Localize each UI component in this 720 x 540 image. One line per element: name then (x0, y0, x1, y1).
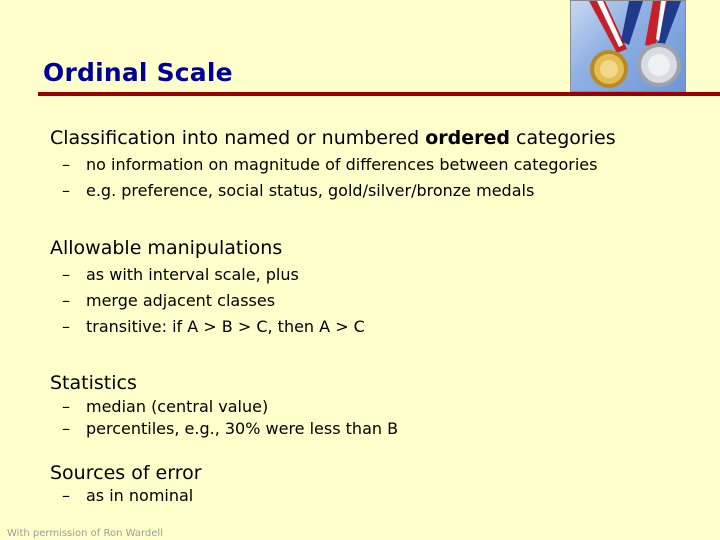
sub-bullet-text: merge adjacent classes (86, 291, 276, 310)
sub-bullet (62, 181, 534, 201)
dash-marker: – (62, 265, 70, 284)
sub-bullet (62, 265, 299, 285)
sub-bullet (62, 419, 398, 439)
sub-bullet-text: transitive: if A > B > C, then A > C (86, 317, 365, 336)
dash-marker: – (62, 155, 70, 174)
dash-marker: – (62, 397, 70, 416)
dash-marker: – (62, 486, 70, 505)
sub-bullet (62, 155, 597, 175)
sub-bullet-text: as with interval scale, plus (86, 265, 299, 284)
bullet-allowable-manipulations: Allowable manipulations (50, 237, 283, 259)
sub-bullet (62, 291, 275, 311)
sub-bullet (62, 397, 268, 417)
bullet-classification-text-end: categories (509, 127, 616, 149)
medals-photo-icon (570, 0, 686, 92)
bullet-classification (50, 127, 616, 149)
dash-marker: – (62, 291, 70, 310)
medals-illustration (571, 1, 685, 91)
bullet-classification-text: Classification into named or numbered (50, 127, 426, 149)
sub-bullet (62, 317, 365, 337)
sub-bullet (62, 486, 193, 506)
bullet-classification-emphasis: ordered (425, 127, 510, 149)
sub-bullet-text: percentiles, e.g., 30% were less than B (86, 419, 399, 438)
dash-marker: – (62, 181, 70, 200)
slide-title: Ordinal Scale (43, 58, 233, 87)
sub-bullet-text: e.g. preference, social status, gold/silver/bronze medals (86, 181, 535, 200)
slide-footer-credit: With permission of Ron Wardell (7, 528, 163, 539)
bullet-statistics: Statistics (50, 372, 137, 394)
dash-marker: – (62, 419, 70, 438)
sub-bullet-text: no information on magnitude of differences between categories (86, 155, 598, 174)
sub-bullet-text: as in nominal (86, 486, 194, 505)
dash-marker: – (62, 317, 70, 336)
bullet-sources-of-error: Sources of error (50, 462, 202, 484)
title-underline (38, 92, 720, 96)
sub-bullet-text: median (central value) (86, 397, 269, 416)
